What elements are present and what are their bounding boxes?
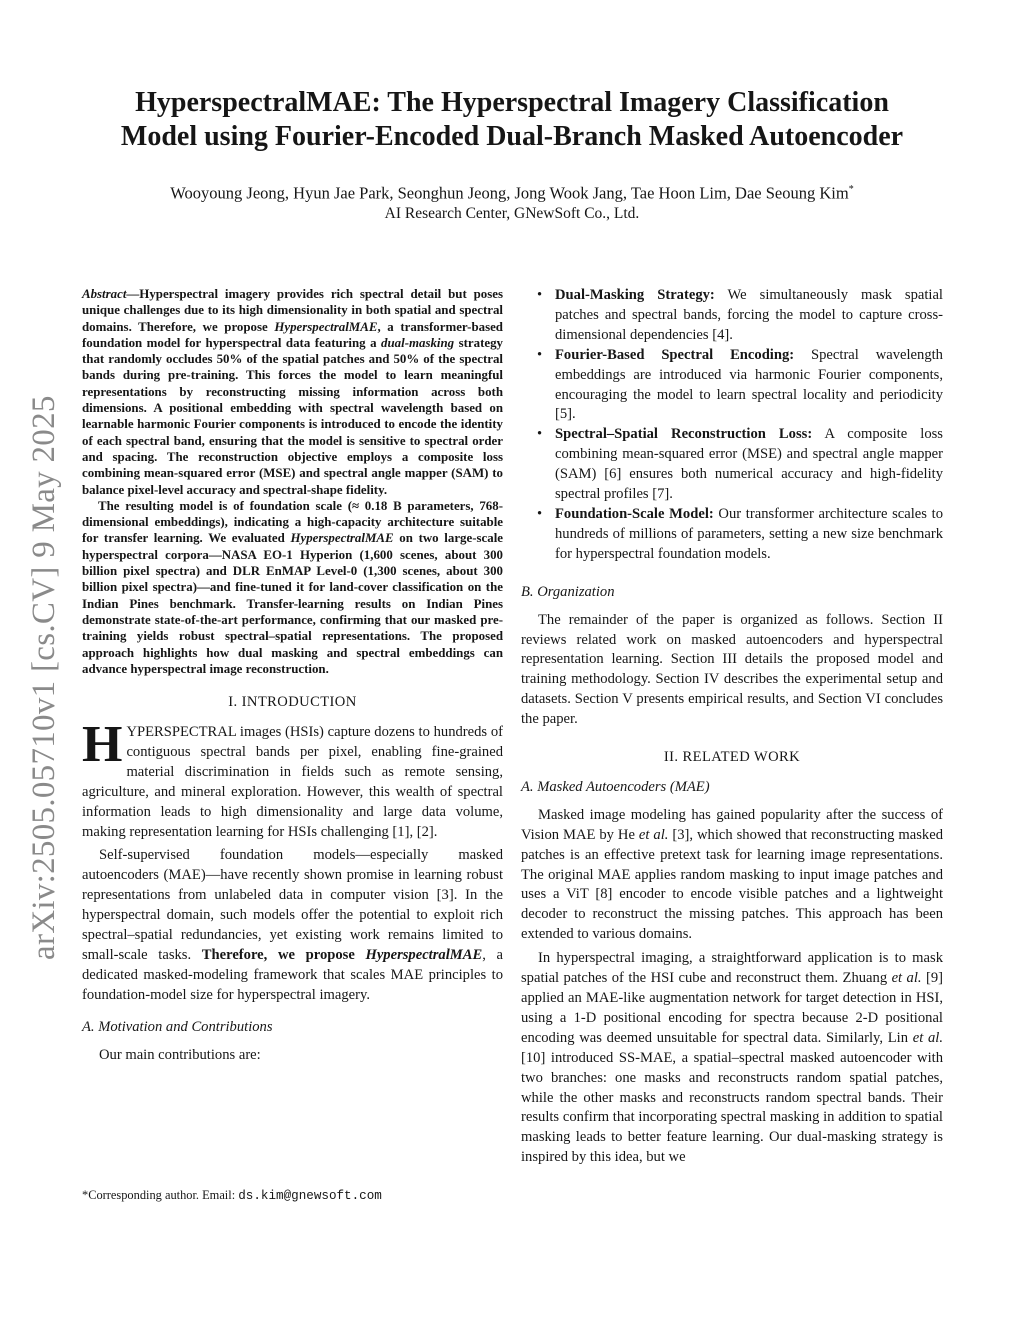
- right-column: [521, 286, 943, 1168]
- et-al: et al.: [912, 1029, 943, 1046]
- title-line-2: Model using Fourier-Encoded Dual-Branch Masked Autoencoder: [120, 121, 904, 152]
- contributions-lead: Our main contributions are:: [99, 1046, 261, 1063]
- et-al: et al.: [891, 970, 922, 987]
- abstract-paragraph-2: [82, 498, 503, 677]
- contribution-label: Foundation-Scale Model:: [555, 505, 714, 522]
- list-item: [521, 286, 943, 346]
- affiliation: AI Research Center, GNewSoft Co., Ltd.: [384, 204, 640, 222]
- arxiv-side-stamp: arXiv:2505.05710v1 [cs.CV] 9 May 2025: [26, 395, 62, 960]
- contribution-text: A composite loss combining mean-squared error (MSE) and spectral angle mapper (SAM) [6] ensures both numerical accuracy and high-fidelity spectral profiles [7].: [555, 426, 943, 503]
- abstract-text: on two large-scale hyperspectral corpora—NASA EO-1 Hyperion (1,600 scenes, about 300 billion pixel spectra) and DLR EnMAP Level-0 (1,300 scenes, about 300 billion pixel spectra)—and fine-tuned it for land-cover classification on the Indian Pines benchmark. Transfer-learning results on Indian Pines demonstrate state-of-the-art performance, confirming that our masked pre-training yields robust spectral–spatial representations. The proposed approach highlights how dual masking and spectral embeddings can advance hyperspectral image reconstruction.: [82, 531, 503, 676]
- intro-paragraph-1: [82, 716, 503, 842]
- abstract: [82, 286, 503, 677]
- intro-text: , a dedicated masked-modeling framework that scales MAE principles to foundation-model size for hyperspectral imagery.: [82, 947, 503, 1003]
- abstract-model-name: HyperspectralMAE: [274, 319, 378, 334]
- subsection-heading-organization: B. Organization: [521, 583, 615, 600]
- list-item: [521, 346, 943, 426]
- footnote-email: ds.kim@gnewsoft.com: [238, 1189, 382, 1203]
- intro-bold-text: Therefore, we propose: [201, 947, 366, 963]
- intro-text: Self-supervised foundation models—especially masked autoencoders (MAE)—have recently shown promise in learning robust representations from unlabeled data in computer vision [3]. In the hyperspectral domain, such models offer the potential to exploit rich spectral–spatial redundancies, yet existing work remains limited to small-scale tasks.: [82, 847, 503, 963]
- abstract-emphasis: dual-masking: [381, 335, 455, 350]
- related-paragraph-2: [521, 949, 943, 1168]
- subsection-heading-motivation: A. Motivation and Contributions: [82, 1018, 273, 1035]
- footnote: [82, 1187, 503, 1204]
- organization-paragraph: The remainder of the paper is organized as follows. Section II reviews related work on masked autoencoders and hyperspectral representation learning. Section III details the proposed model and training methodology. Section IV describes the experimental setup and datasets. Section V presents empirical results, and Section VI concludes the paper.: [521, 611, 943, 728]
- bullet-icon: •: [537, 346, 543, 363]
- bullet-icon: •: [537, 426, 543, 443]
- contributions-list: [521, 286, 943, 565]
- intro-model-name: HyperspectralMAE: [365, 947, 483, 963]
- footnote-text: *Corresponding author. Email:: [82, 1188, 239, 1202]
- bullet-icon: •: [537, 287, 543, 303]
- corresponding-mark: *: [848, 184, 854, 195]
- list-item: [521, 425, 943, 505]
- related-text: [3], which showed that reconstructing masked patches is an effective pretext task for learning image representations. The original MAE applies random masking to input image patches and uses a ViT [8] encoder to encode visible patches and a lightweight decoder to reconstruct the missing patches. This approach has been extended to various domains.: [521, 826, 943, 943]
- abstract-text: strategy that randomly occludes 50% of the spatial patches and 50% of the spectral bands during pre-training. This forces the model to learn meaningful representations by reconstructing missing information across both dimensions. A positional embedding with spectral wavelength based on learnable harmonic Fourier components is introduced to encode the identity of each spectral band, ensuring that the model is sensitive to spectral order and spacing. The reconstruction objective employs a composite loss combining mean-squared error (MSE) and spectral angle mapper (SAM) to balance pixel-level accuracy and spectral-shape fidelity.: [82, 335, 503, 497]
- abstract-text: —Hyperspectral imagery provides rich spectral detail but poses unique challenges due to its high dimensionality in both spatial and spectral domains. Therefore, we propose: [82, 287, 503, 334]
- contribution-text: Spectral wavelength embeddings are introduced via harmonic Fourier components, encouraging the model to learn spectral locality and periodicity [5].: [555, 346, 943, 423]
- related-text: [10] introduced SS-MAE, a spatial–spectral masked autoencoder with two branches: one masks and reconstructs random spatial patches, while the other masks and reconstructs random spectral bands. Their results confirm that incorporating spectral masking in addition to spatial masking leads to better feature learning. Our dual-masking strategy is inspired by this idea, but we: [521, 1049, 943, 1166]
- related-text: In hyperspectral imaging, a straightforward application is to mask spatial patches of the HSI cube and reconstruct them. Zhuang: [521, 950, 943, 987]
- intro-text: YPERSPECTRAL images (HSIs) capture dozens to hundreds of contiguous spectral bands per pixel, enabling fine-grained material discrimination in fields such as remote sensing, agriculture, and mineral exploration. However, this wealth of spectral information leads to high dimensionality and large data volume, making representation learning for HSIs challenging [1], [2].: [82, 724, 503, 840]
- drop-cap: H: [82, 716, 123, 774]
- abstract-text: , a transformer-based foundation model for hyperspectral data featuring a: [82, 319, 503, 350]
- paper-title: [70, 86, 954, 154]
- related-text: [9] applied an MAE-like augmentation network for target detection in HSI, using a 1-D positional encoding for spectra because 2-D positional encoding was deemed unsuitable for spectral data. Similarly, Lin: [521, 970, 943, 1046]
- related-paragraph-1: [521, 806, 943, 945]
- author-names: Wooyoung Jeong, Hyun Jae Park, Seonghun Jeong, Jong Wook Jang, Tae Hoon Lim, Dae Seoung Kim: [170, 183, 849, 203]
- subsection-heading-mae: A. Masked Autoencoders (MAE): [521, 778, 710, 795]
- contribution-text: We simultaneously mask spatial patches and spectral bands, forcing the model to capture cross-dimensional dependencies [4].: [555, 287, 943, 343]
- title-line-1: HyperspectralMAE: The Hyperspectral Imagery Classification: [135, 87, 889, 118]
- section-heading-related-work: II. RELATED WORK: [663, 749, 801, 766]
- related-text: Masked image modeling has gained popularity after the success of Vision MAE by He: [521, 806, 943, 843]
- abstract-label: Abstract: [82, 287, 127, 301]
- abstract-text: The resulting model is of foundation scale (≈ 0.18 B parameters, 768-dimensional embeddings), indicating a high-capacity architecture suitable for transfer learning. We evaluated: [82, 498, 503, 546]
- author-block: [70, 180, 954, 224]
- bullet-icon: •: [537, 505, 543, 522]
- contribution-label: Dual-Masking Strategy:: [555, 287, 715, 303]
- contribution-text: Our transformer architecture scales to hundreds of millions of parameters, setting a new size benchmark for hyperspectral foundation models.: [555, 505, 943, 562]
- abstract-model-name: HyperspectralMAE: [290, 531, 394, 546]
- list-item: [521, 505, 943, 565]
- abstract-paragraph-1: [82, 286, 503, 498]
- contribution-label: Fourier-Based Spectral Encoding:: [555, 346, 795, 363]
- contribution-label: Spectral–Spatial Reconstruction Loss:: [555, 426, 813, 443]
- left-column: [82, 286, 503, 1066]
- section-heading-introduction: I. INTRODUCTION: [228, 694, 357, 711]
- et-al: et al.: [638, 826, 669, 843]
- intro-paragraph-2: [82, 846, 503, 1005]
